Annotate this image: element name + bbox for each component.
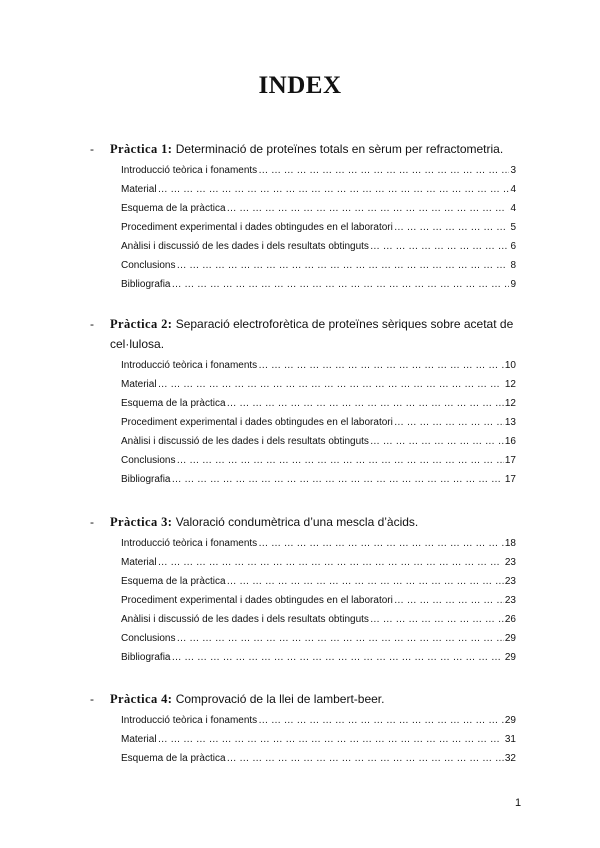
entry-label: Introducció teòrica i fonaments: [121, 360, 258, 371]
toc-entry[interactable]: [121, 470, 516, 489]
entry-page: 32: [504, 753, 516, 764]
entry-label: Anàlisi i discussió de les dades i dels resultats obtinguts: [121, 436, 369, 447]
toc-entry[interactable]: [121, 375, 516, 394]
entry-label: Material: [121, 734, 157, 745]
entry-page: 31: [504, 734, 516, 745]
entry-page: 5: [510, 222, 516, 233]
toc-entry[interactable]: [121, 356, 516, 375]
entry-page: 17: [504, 474, 516, 485]
practica-label: Pràctica 2:: [110, 317, 173, 331]
entry-page: 8: [510, 260, 516, 271]
leader-dots: [258, 534, 504, 553]
leader-dots: [158, 375, 504, 394]
toc-entry[interactable]: [121, 275, 516, 294]
entry-label: Introducció teòrica i fonaments: [121, 165, 258, 176]
section-heading: [90, 689, 530, 709]
toc-entry[interactable]: [121, 591, 516, 610]
leader-dots: [227, 394, 504, 413]
entry-label: Anàlisi i discussió de les dades i dels resultats obtinguts: [121, 241, 369, 252]
entry-label: Procediment experimental i dades obtingudes en el laboratori: [121, 222, 393, 233]
entry-label: Material: [121, 557, 157, 568]
entry-label: Esquema de la pràctica: [121, 753, 226, 764]
section-practica-2: [90, 314, 530, 489]
leader-dots: [176, 451, 503, 470]
entry-page: 26: [504, 614, 516, 625]
toc-entry[interactable]: [121, 180, 516, 199]
toc-entry[interactable]: [121, 451, 516, 470]
entry-page: 17: [504, 455, 516, 466]
toc-entry[interactable]: [121, 711, 516, 730]
entry-label: Material: [121, 379, 157, 390]
practica-label: Pràctica 3:: [110, 515, 173, 529]
leader-dots: [227, 199, 510, 218]
entry-page: 10: [504, 360, 516, 371]
entry-page: 12: [504, 379, 516, 390]
entry-label: Esquema de la pràctica: [121, 398, 226, 409]
leader-dots: [158, 730, 504, 749]
leader-dots: [394, 413, 504, 432]
bullet: -: [90, 317, 94, 331]
entry-label: Bibliografia: [121, 652, 171, 663]
section-practica-1: [90, 139, 530, 294]
leader-dots: [158, 553, 504, 572]
leader-dots: [176, 256, 509, 275]
practica-label: Pràctica 1:: [110, 142, 173, 156]
practica-title: Valoració condumètrica d’una mescla d’àcids.: [175, 515, 419, 529]
entry-label: Procediment experimental i dades obtingudes en el laboratori: [121, 595, 393, 606]
entry-page: 29: [504, 633, 516, 644]
toc-entry[interactable]: [121, 572, 516, 591]
entry-label: Conclusions: [121, 260, 176, 271]
toc-entry[interactable]: [121, 749, 516, 768]
toc-entry[interactable]: [121, 629, 516, 648]
leader-dots: [171, 275, 509, 294]
toc-entry[interactable]: [121, 237, 516, 256]
entry-page: 9: [510, 279, 516, 290]
leader-dots: [158, 180, 510, 199]
leader-dots: [370, 237, 510, 256]
entry-page: 23: [504, 595, 516, 606]
entry-page: 3: [510, 165, 516, 176]
toc-entry[interactable]: [121, 394, 516, 413]
entry-page: 4: [510, 184, 516, 195]
page-number: 1: [515, 797, 522, 809]
leader-dots: [176, 629, 503, 648]
toc-entry[interactable]: [121, 610, 516, 629]
leader-dots: [394, 218, 510, 237]
entry-label: Introducció teòrica i fonaments: [121, 715, 258, 726]
toc-entry[interactable]: [121, 534, 516, 553]
practica-title: Comprovació de la llei de lambert-beer.: [175, 692, 385, 706]
section-practica-3: [90, 512, 530, 667]
bullet: -: [90, 515, 94, 529]
toc-entry[interactable]: [121, 199, 516, 218]
practica-title: Determinació de proteïnes totals en sèrum per refractometria.: [175, 142, 504, 156]
toc-entry[interactable]: [121, 730, 516, 749]
entry-label: Introducció teòrica i fonaments: [121, 538, 258, 549]
entry-page: 18: [504, 538, 516, 549]
toc-entry[interactable]: [121, 161, 516, 180]
leader-dots: [171, 470, 503, 489]
entry-label: Bibliografia: [121, 279, 171, 290]
toc-entry[interactable]: [121, 553, 516, 572]
leader-dots: [171, 648, 503, 667]
toc-entry[interactable]: [121, 218, 516, 237]
entry-label: Esquema de la pràctica: [121, 203, 226, 214]
entry-page: 23: [504, 576, 516, 587]
leader-dots: [258, 356, 504, 375]
toc-entry[interactable]: [121, 648, 516, 667]
leader-dots: [370, 610, 504, 629]
entry-page: 29: [504, 652, 516, 663]
leader-dots: [394, 591, 504, 610]
document-title: INDEX: [258, 72, 342, 99]
leader-dots: [227, 572, 504, 591]
practica-label: Pràctica 4:: [110, 692, 173, 706]
leader-dots: [258, 711, 504, 730]
entry-page: 23: [504, 557, 516, 568]
entry-page: 16: [504, 436, 516, 447]
entry-page: 13: [504, 417, 516, 428]
toc-entry[interactable]: [121, 256, 516, 275]
entry-page: 12: [504, 398, 516, 409]
section-heading: [90, 314, 530, 354]
toc-entry[interactable]: [121, 432, 516, 451]
entry-label: Bibliografia: [121, 474, 171, 485]
entry-page: 4: [510, 203, 516, 214]
entry-label: Procediment experimental i dades obtingudes en el laboratori: [121, 417, 393, 428]
entry-label: Material: [121, 184, 157, 195]
entry-page: 29: [504, 715, 516, 726]
entry-label: Esquema de la pràctica: [121, 576, 226, 587]
bullet: -: [90, 142, 94, 156]
bullet: -: [90, 692, 94, 706]
section-practica-4: [90, 689, 530, 768]
practica-title: Separació electroforètica de proteïnes sèriques sobre acetat de cel·lulosa.: [110, 317, 514, 351]
entry-label: Anàlisi i discussió de les dades i dels resultats obtinguts: [121, 614, 369, 625]
leader-dots: [258, 161, 509, 180]
toc-entry[interactable]: [121, 413, 516, 432]
entry-label: Conclusions: [121, 455, 176, 466]
entry-page: 6: [510, 241, 516, 252]
entry-label: Conclusions: [121, 633, 176, 644]
leader-dots: [227, 749, 504, 768]
section-heading: [90, 512, 530, 532]
section-heading: [90, 139, 530, 159]
leader-dots: [370, 432, 504, 451]
